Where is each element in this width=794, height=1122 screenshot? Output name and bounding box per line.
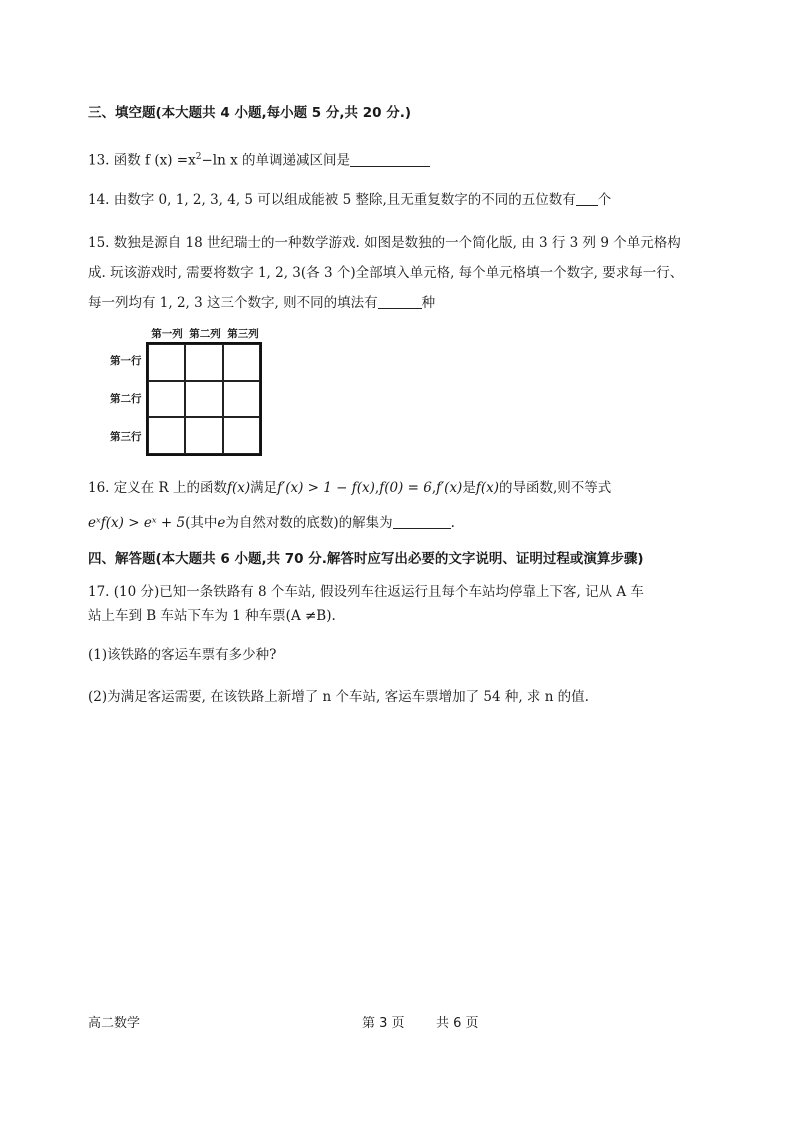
q16-condition: f′(x) > 1 − f(x): [277, 480, 375, 496]
sudoku-cell: [148, 381, 185, 418]
sudoku-row-2: 第二行: [110, 393, 142, 405]
q15-line1: 15. 数独是源自 18 世纪瑞士的一种数学游戏. 如图是数独的一个简化版, 由 3 行 3 列 9 个单元格构: [88, 235, 681, 251]
q16-e: e: [217, 515, 226, 531]
sudoku-row-labels: [110, 342, 146, 456]
q16-initial-value: f(0) = 6: [379, 480, 432, 496]
q16-line1: [88, 478, 611, 498]
sudoku-cell: [148, 344, 185, 381]
q16-fx-2: f(x): [475, 480, 499, 496]
sudoku-row-3: 第三行: [110, 431, 142, 443]
q16-period: .: [450, 515, 455, 531]
sudoku-column-headers: [148, 326, 263, 341]
q15-line3-wrap: [88, 293, 435, 313]
footer-page: 第 3 页: [362, 1016, 405, 1031]
sudoku-cell: [185, 344, 222, 381]
q16-text-c: 是: [462, 480, 476, 496]
q14-text: 14. 由数字 0, 1, 2, 3, 4, 5 可以组成能被 5 整除,且无重复数字的不同的五位数有: [88, 192, 576, 208]
q16-text-a: 16. 定义在 R 上的函数: [88, 480, 228, 496]
q16-comma-2: ,: [431, 480, 437, 496]
sudoku-cell: [223, 344, 260, 381]
sudoku-cell: [185, 381, 222, 418]
q15-answer-blank: [378, 294, 422, 309]
q16-fprime: f′(x): [436, 480, 463, 496]
q17-line2: 站上车到 B 车站下车为 1 种车票(A ≠B).: [88, 608, 336, 624]
q16-text-d: 的导函数,则不等式: [498, 480, 612, 496]
q16-answer-blank: [393, 514, 451, 529]
footer-total: 共 6 页: [436, 1016, 479, 1031]
question-14: [88, 190, 611, 210]
q13-answer-blank: [350, 152, 430, 167]
q15-line3: 每一列均有 1, 2, 3 这三个数字, 则不同的填法有: [88, 295, 378, 311]
q14-answer-blank: [576, 191, 598, 206]
sudoku-cell: [223, 381, 260, 418]
sudoku-cell: [185, 417, 222, 454]
q17-part1: (1)该铁路的客运车票有多少种?: [88, 647, 277, 663]
section-3-title: 三、填空题(本大题共 4 小题,每小题 5 分,共 20 分.): [88, 105, 411, 121]
footer-subject: 高二数学: [88, 1016, 141, 1031]
q14-suffix: 个: [597, 192, 612, 208]
sudoku-cell: [223, 417, 260, 454]
q16-text-f: 为自然对数的底数)的解集为: [225, 515, 393, 531]
q16-comma-1: ,: [374, 480, 380, 496]
question-13: [88, 147, 430, 171]
q15-line2: 成. 玩该游戏时, 需要将数字 1, 2, 3(各 3 个)全部填入单元格, 每个单元格填一个数字, 要求每一行、: [88, 265, 684, 281]
q16-fx: f(x): [227, 480, 251, 496]
q13-sup: 2: [195, 152, 202, 162]
q13-rest: −ln x 的单调递减区间是: [201, 152, 350, 169]
sudoku-col-1: 第一列: [151, 328, 183, 340]
q16-line2: [88, 513, 455, 533]
q17-part2: (2)为满足客运需要, 在该铁路上新增了 n 个车站, 客运车票增加了 54 种, 求 n 的值.: [88, 689, 589, 705]
q13-prefix: 13. 函数 f (x) =x: [88, 152, 196, 169]
section-4-title: 四、解答题(本大题共 6 小题,共 70 分.解答时应写出必要的文字说明、证明过程或演算步骤): [88, 551, 644, 567]
sudoku-row-1: 第一行: [110, 355, 142, 367]
q16-text-e: (其中: [185, 515, 218, 531]
sudoku-grid: [146, 342, 262, 456]
q15-suffix: 种: [421, 295, 436, 311]
sudoku-col-2: 第二列: [189, 328, 221, 340]
q16-text-b: 满足: [250, 480, 278, 496]
sudoku-col-3: 第三列: [227, 328, 259, 340]
sudoku-cell: [148, 417, 185, 454]
q17-line1: 17. (10 分)已知一条铁路有 8 个车站, 假设列车往返运行且每个车站均停靠上下客, 记从 A 车: [88, 584, 644, 600]
q16-inequality: eˣf(x) > eˣ + 5: [88, 515, 186, 531]
